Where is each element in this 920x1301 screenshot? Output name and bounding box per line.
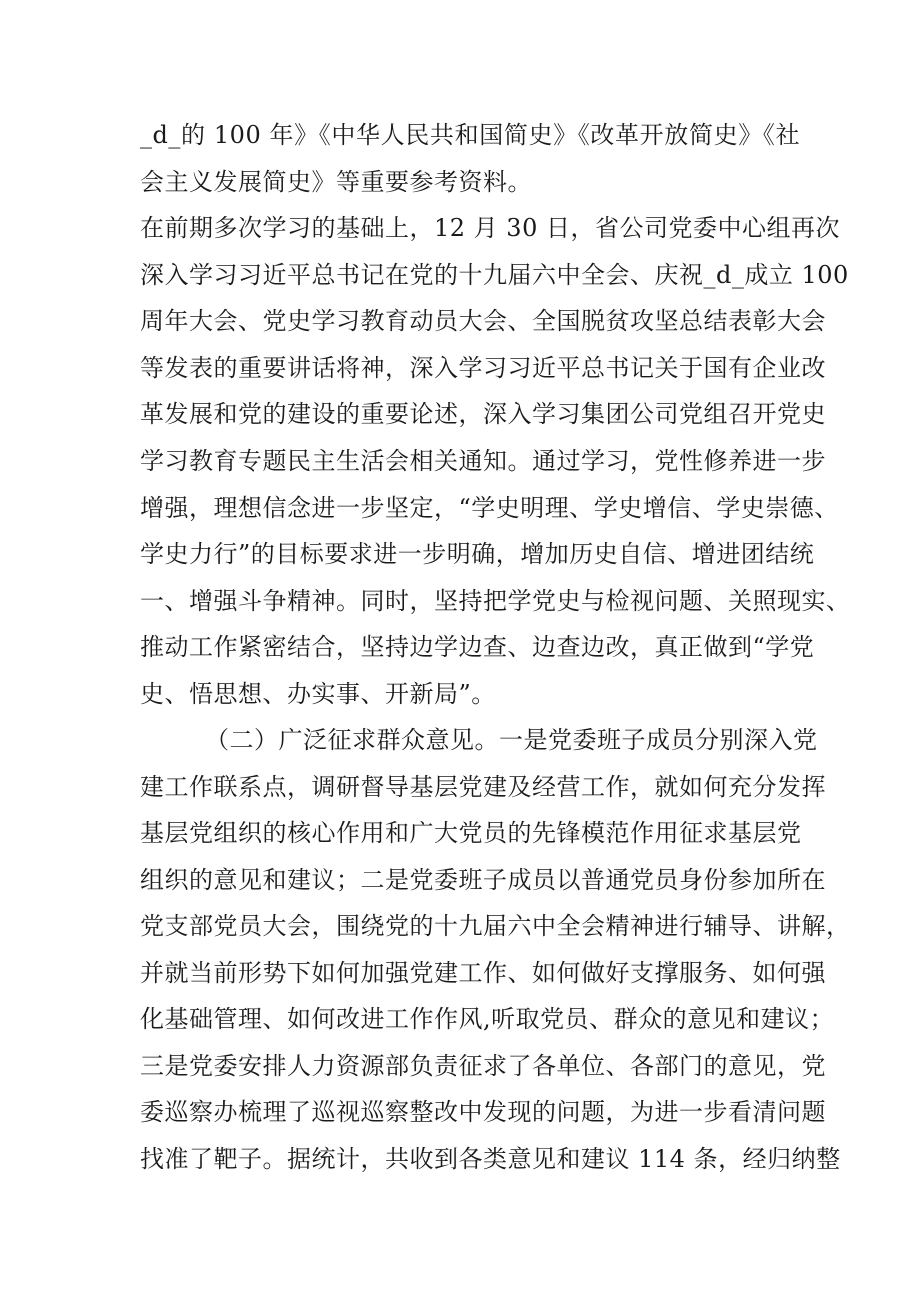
text-line: _d_的 100 年》《中华人民共和国简史》《改革开放简史》《社 <box>140 121 800 149</box>
text-line: 并就当前形势下如何加强党建工作、如何做好支撑服务、如何强 <box>140 959 826 987</box>
text-line: 党支部党员大会，围绕党的十九届六中全会精神进行辅导、讲解， <box>140 912 851 940</box>
text-line: 一、增强斗争精神。同时，坚持把学党史与检视问题、关照现实、 <box>140 587 851 615</box>
text-line: 深入学习习近平总书记在党的十九届六中全会、庆祝_d_成立 100 <box>140 261 849 289</box>
text-line: 学习教育专题民主生活会相关通知。通过学习，党性修养进一步 <box>140 447 826 475</box>
text-line: 等发表的重要讲话将神，深入学习习近平总书记关于国有企业改 <box>140 354 826 382</box>
text-line: 增强，理想信念进一步坚定，“学史明理、学史增信、学史崇德、 <box>140 494 839 522</box>
text-line: 委巡察办梳理了巡视巡察整改中发现的问题，为进一步看清问题 <box>140 1098 826 1126</box>
text-line: 周年大会、党史学习教育动员大会、全国脱贫攻坚总结表彰大会 <box>140 307 826 335</box>
text-line: 史、悟思想、办实事、开新局”。 <box>140 680 496 708</box>
text-line: 化基础管理、如何改进工作作风,听取党员、群众的意见和建议； <box>140 1005 835 1033</box>
text-line: 学史力行”的目标要求进一步明确，增加历史自信、增进团结统 <box>140 540 815 568</box>
text-line: 找准了靶子。据统计，共收到各类意见和建议 114 条，经归纳整 <box>140 1145 841 1173</box>
text-line: 推动工作紧密结合，坚持边学边查、边查边改，真正做到“学党 <box>140 633 815 661</box>
text-line: 三是党委安排人力资源部负责征求了各单位、各部门的意见，党 <box>140 1052 826 1080</box>
text-line: 会主义发展简史》等重要参考资料。 <box>140 168 532 196</box>
text-line: 组织的意见和建议；二是党委班子成员以普通党员身份参加所在 <box>140 866 826 894</box>
text-line: 基层党组织的核心作用和广大党员的先锋模范作用征求基层党 <box>140 819 802 847</box>
text-line: 建工作联系点，调研督导基层党建及经营工作，就如何充分发挥 <box>140 773 826 801</box>
section-heading-line: （二）广泛征求群众意见。一是党委班子成员分别深入党 <box>205 726 818 754</box>
text-line: 革发展和党的建设的重要论述，深入学习集团公司党组召开党史 <box>140 400 826 428</box>
text-line: 在前期多次学习的基础上，12 月 30 日，省公司党委中心组再次 <box>140 214 840 242</box>
